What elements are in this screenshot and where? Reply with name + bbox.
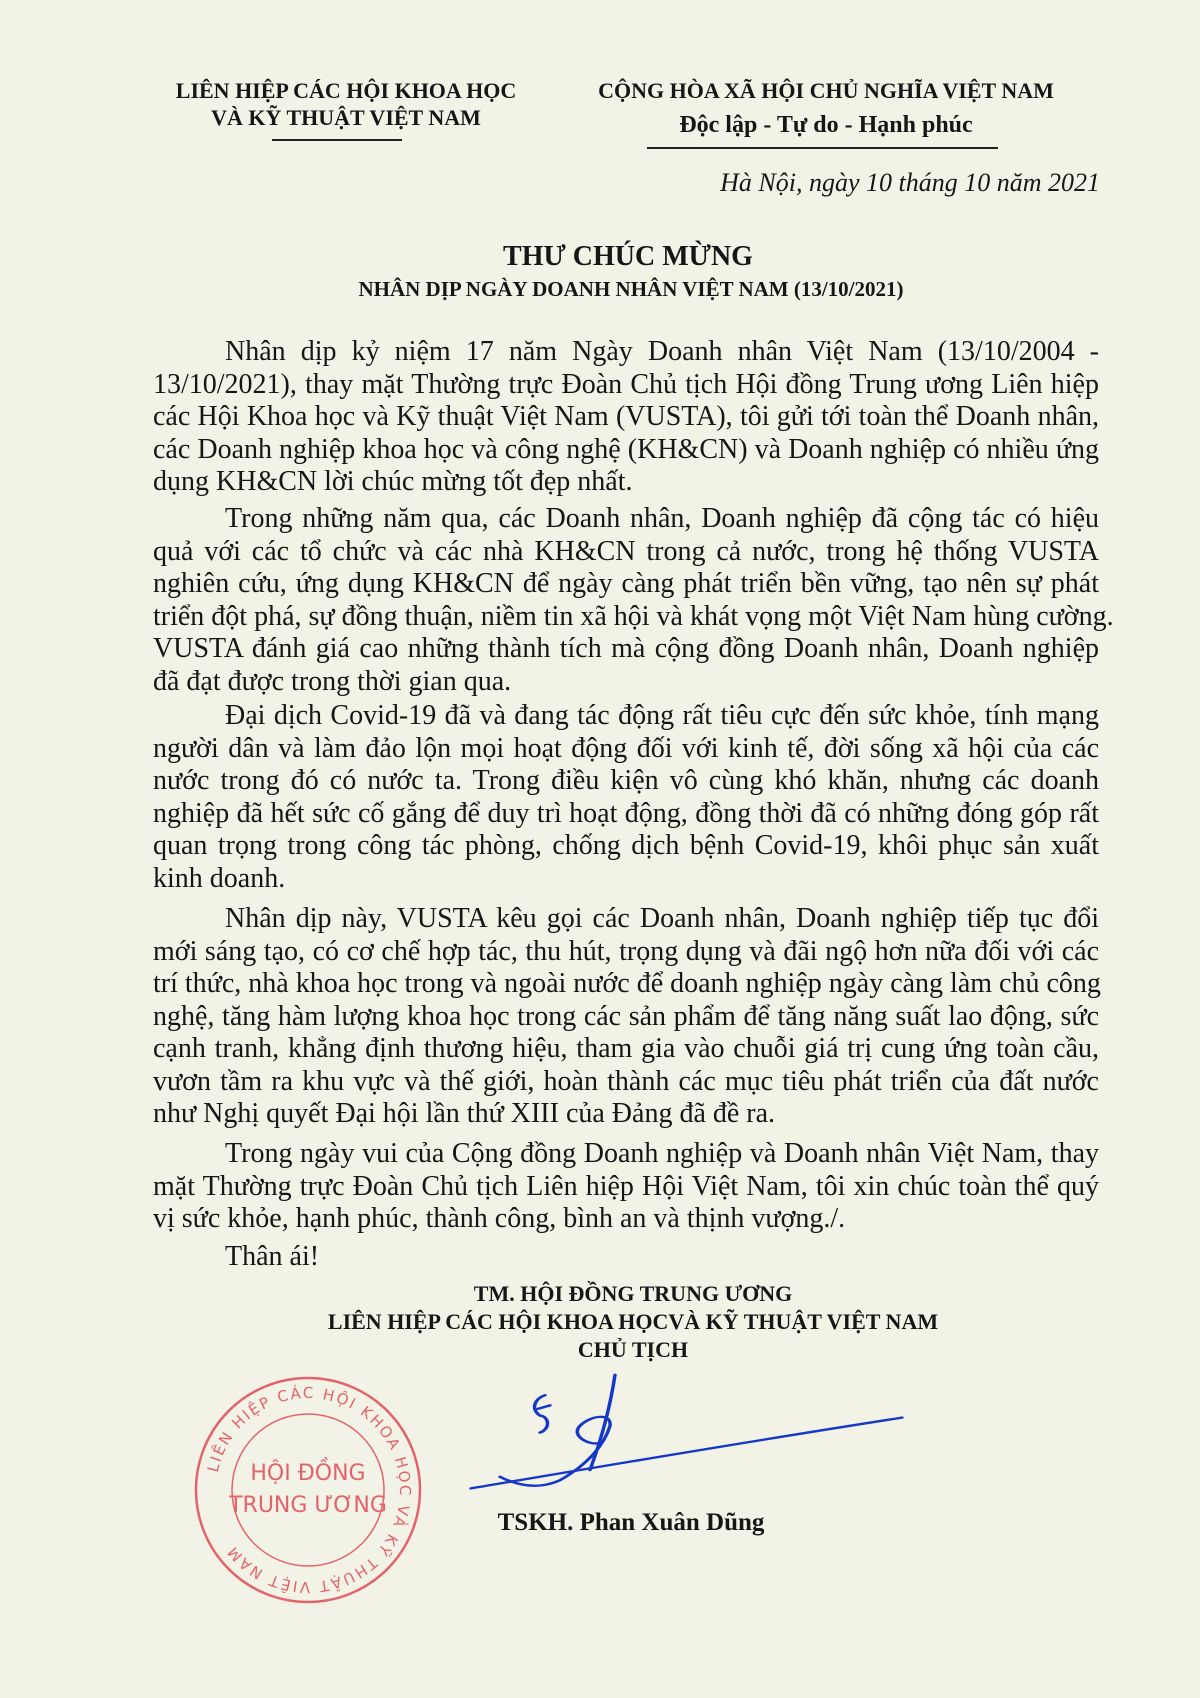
stamp-center-line2: TRUNG ƯƠNG	[229, 1493, 387, 1518]
nation-motto: Độc lập - Tự do - Hạnh phúc	[679, 112, 973, 138]
paragraph-2	[153, 503, 1114, 698]
paragraph-line: đã đạt được trong thời gian qua.	[153, 665, 512, 697]
paragraph-line: người dân và làm đảo lộn mọi hoạt động đối với kinh tế, đời sống xã hội của các	[153, 732, 1099, 764]
svg-text:LIÊN HIỆP CÁC HỘI KHOA HỌC VÀ	[204, 1383, 414, 1596]
date-line: Hà Nội, ngày 10 tháng 10 năm 2021	[720, 168, 1100, 197]
paragraph-line: Nhân dịp này, VUSTA kêu gọi các Doanh nhân, Doanh nghiệp tiếp tục đổi	[225, 903, 1099, 934]
paragraph-line: quả với các tổ chức và các nhà KH&CN trong cả nước, trong hệ thống VUSTA	[153, 535, 1099, 567]
paragraph-line: kinh doanh.	[153, 862, 286, 894]
paragraph-line: dụng KH&CN lời chúc mừng tốt đẹp nhất.	[153, 466, 633, 497]
paragraph-line: các Doanh nghiệp khoa học và công nghệ (KH&CN) và Doanh nghiệp có nhiều ứng	[153, 433, 1099, 465]
paragraph-line: Trong những năm qua, các Doanh nhân, Doanh nghiệp đã cộng tác có hiệu	[225, 503, 1099, 534]
paragraph-line: cạnh tranh, khẳng định thương hiệu, tham gia vào chuỗi giá trị cung ứng toàn cầu,	[153, 1033, 1099, 1064]
stamp-center-line1: HỘI ĐỒNG	[250, 1461, 366, 1486]
red-seal-stamp	[190, 1372, 426, 1608]
paragraph-line: nghệ, tăng hàm lượng khoa học trong các sản phẩm để tăng năng suất lao động, sức	[153, 1000, 1099, 1032]
paragraph-line: Nhân dịp kỷ niệm 17 năm Ngày Doanh nhân Việt Nam (13/10/2004 -	[225, 336, 1099, 367]
paragraph-line: quan trọng trong công tác phòng, chống dịch bệnh Covid-19, khôi phục sản xuất	[153, 830, 1099, 861]
paragraph-line: nước trong đó có nước ta. Trong điều kiện vô cùng khó khăn, nhưng các doanh	[153, 765, 1099, 796]
paragraph-line: như Nghị quyết Đại hội lần thứ XIII của Đảng đã đề ra.	[153, 1098, 776, 1129]
paragraph-line: vị sức khỏe, hạnh phúc, thành công, bình an và thịnh vượng./.	[153, 1203, 846, 1234]
paragraph-line: trí thức, nhà khoa học trong và ngoài nước để doanh nghiệp ngày càng làm chủ công	[153, 968, 1101, 999]
paragraph-line: Trong ngày vui của Cộng đồng Doanh nghiệp và Doanh nhân Việt Nam, thay	[225, 1138, 1099, 1169]
handwritten-signature	[440, 1368, 920, 1504]
paragraph-4	[153, 903, 1099, 1131]
org-name-line1: LIÊN HIỆP CÁC HỘI KHOA HỌC	[175, 78, 517, 103]
paragraph-line: mới sáng tạo, có cơ chế hợp tác, thu hút, trọng dụng và đãi ngộ hơn nữa đối với các	[153, 935, 1099, 967]
paragraph-line: nghiệp đã hết sức cố gắng để duy trì hoạt động, đồng thời đã có những đóng góp rất	[153, 797, 1099, 829]
paragraph-line: triển đột phá, sự đồng thuận, niềm tin xã hội và khát vọng một Việt Nam hùng cường.	[153, 600, 1114, 632]
org-underline	[272, 139, 402, 141]
signer-name: TSKH. Phan Xuân Dũng	[497, 1509, 765, 1536]
paragraph-5	[153, 1138, 1099, 1236]
signature-title-line1: TM. HỘI ĐỒNG TRUNG ƯƠNG	[473, 1281, 793, 1306]
nation-title: CỘNG HÒA XÃ HỘI CHỦ NGHĨA VIỆT NAM	[598, 78, 1054, 103]
closing: Thân ái!	[225, 1241, 320, 1272]
paragraph-line: nghiên cứu, ứng dụng KH&CN để ngày càng phát triển bền vững, tạo nên sự phát	[153, 568, 1099, 599]
signature-title-line2: LIÊN HIỆP CÁC HỘI KHOA HỌCVÀ KỸ THUẬT VIỆT NAM	[327, 1309, 939, 1334]
paragraph-1	[153, 336, 1099, 499]
stamp-ring-text: LIÊN HIỆP CÁC HỘI KHOA HỌC VÀ KỸ THUẬT VIỆT NAM	[203, 1383, 415, 1597]
paragraph-line: VUSTA đánh giá cao những thành tích mà cộng đồng Doanh nhân, Doanh nghiệp	[153, 633, 1099, 664]
letter-subtitle: NHÂN DỊP NGÀY DOANH NHÂN VIỆT NAM (13/10/2021)	[358, 277, 904, 301]
paragraph-line: các Hội Khoa học và Kỹ thuật Việt Nam (VUSTA), tôi gửi tới toàn thể Doanh nhân,	[153, 401, 1099, 432]
paragraph-3	[153, 700, 1099, 895]
org-name-line2: VÀ KỸ THUẬT VIỆT NAM	[211, 105, 481, 130]
letter-title: THƯ CHÚC MỪNG	[503, 241, 753, 272]
paragraph-line: vươn tầm ra khu vực và thế giới, hoàn thành các mục tiêu phát triển của đất nước	[153, 1065, 1099, 1097]
paragraph-line: mặt Thường trực Đoàn Chủ tịch Liên hiệp Hội Việt Nam, tôi xin chúc toàn thể quý	[153, 1170, 1099, 1202]
motto-underline	[647, 147, 998, 149]
signature-title-line3: CHỦ TỊCH	[577, 1337, 689, 1362]
paragraph-line: Đại dịch Covid-19 đã và đang tác động rất tiêu cực đến sức khỏe, tính mạng	[225, 700, 1099, 731]
paragraph-line: 13/10/2021), thay mặt Thường trực Đoàn Chủ tịch Hội đồng Trung ương Liên hiệp	[153, 368, 1099, 400]
